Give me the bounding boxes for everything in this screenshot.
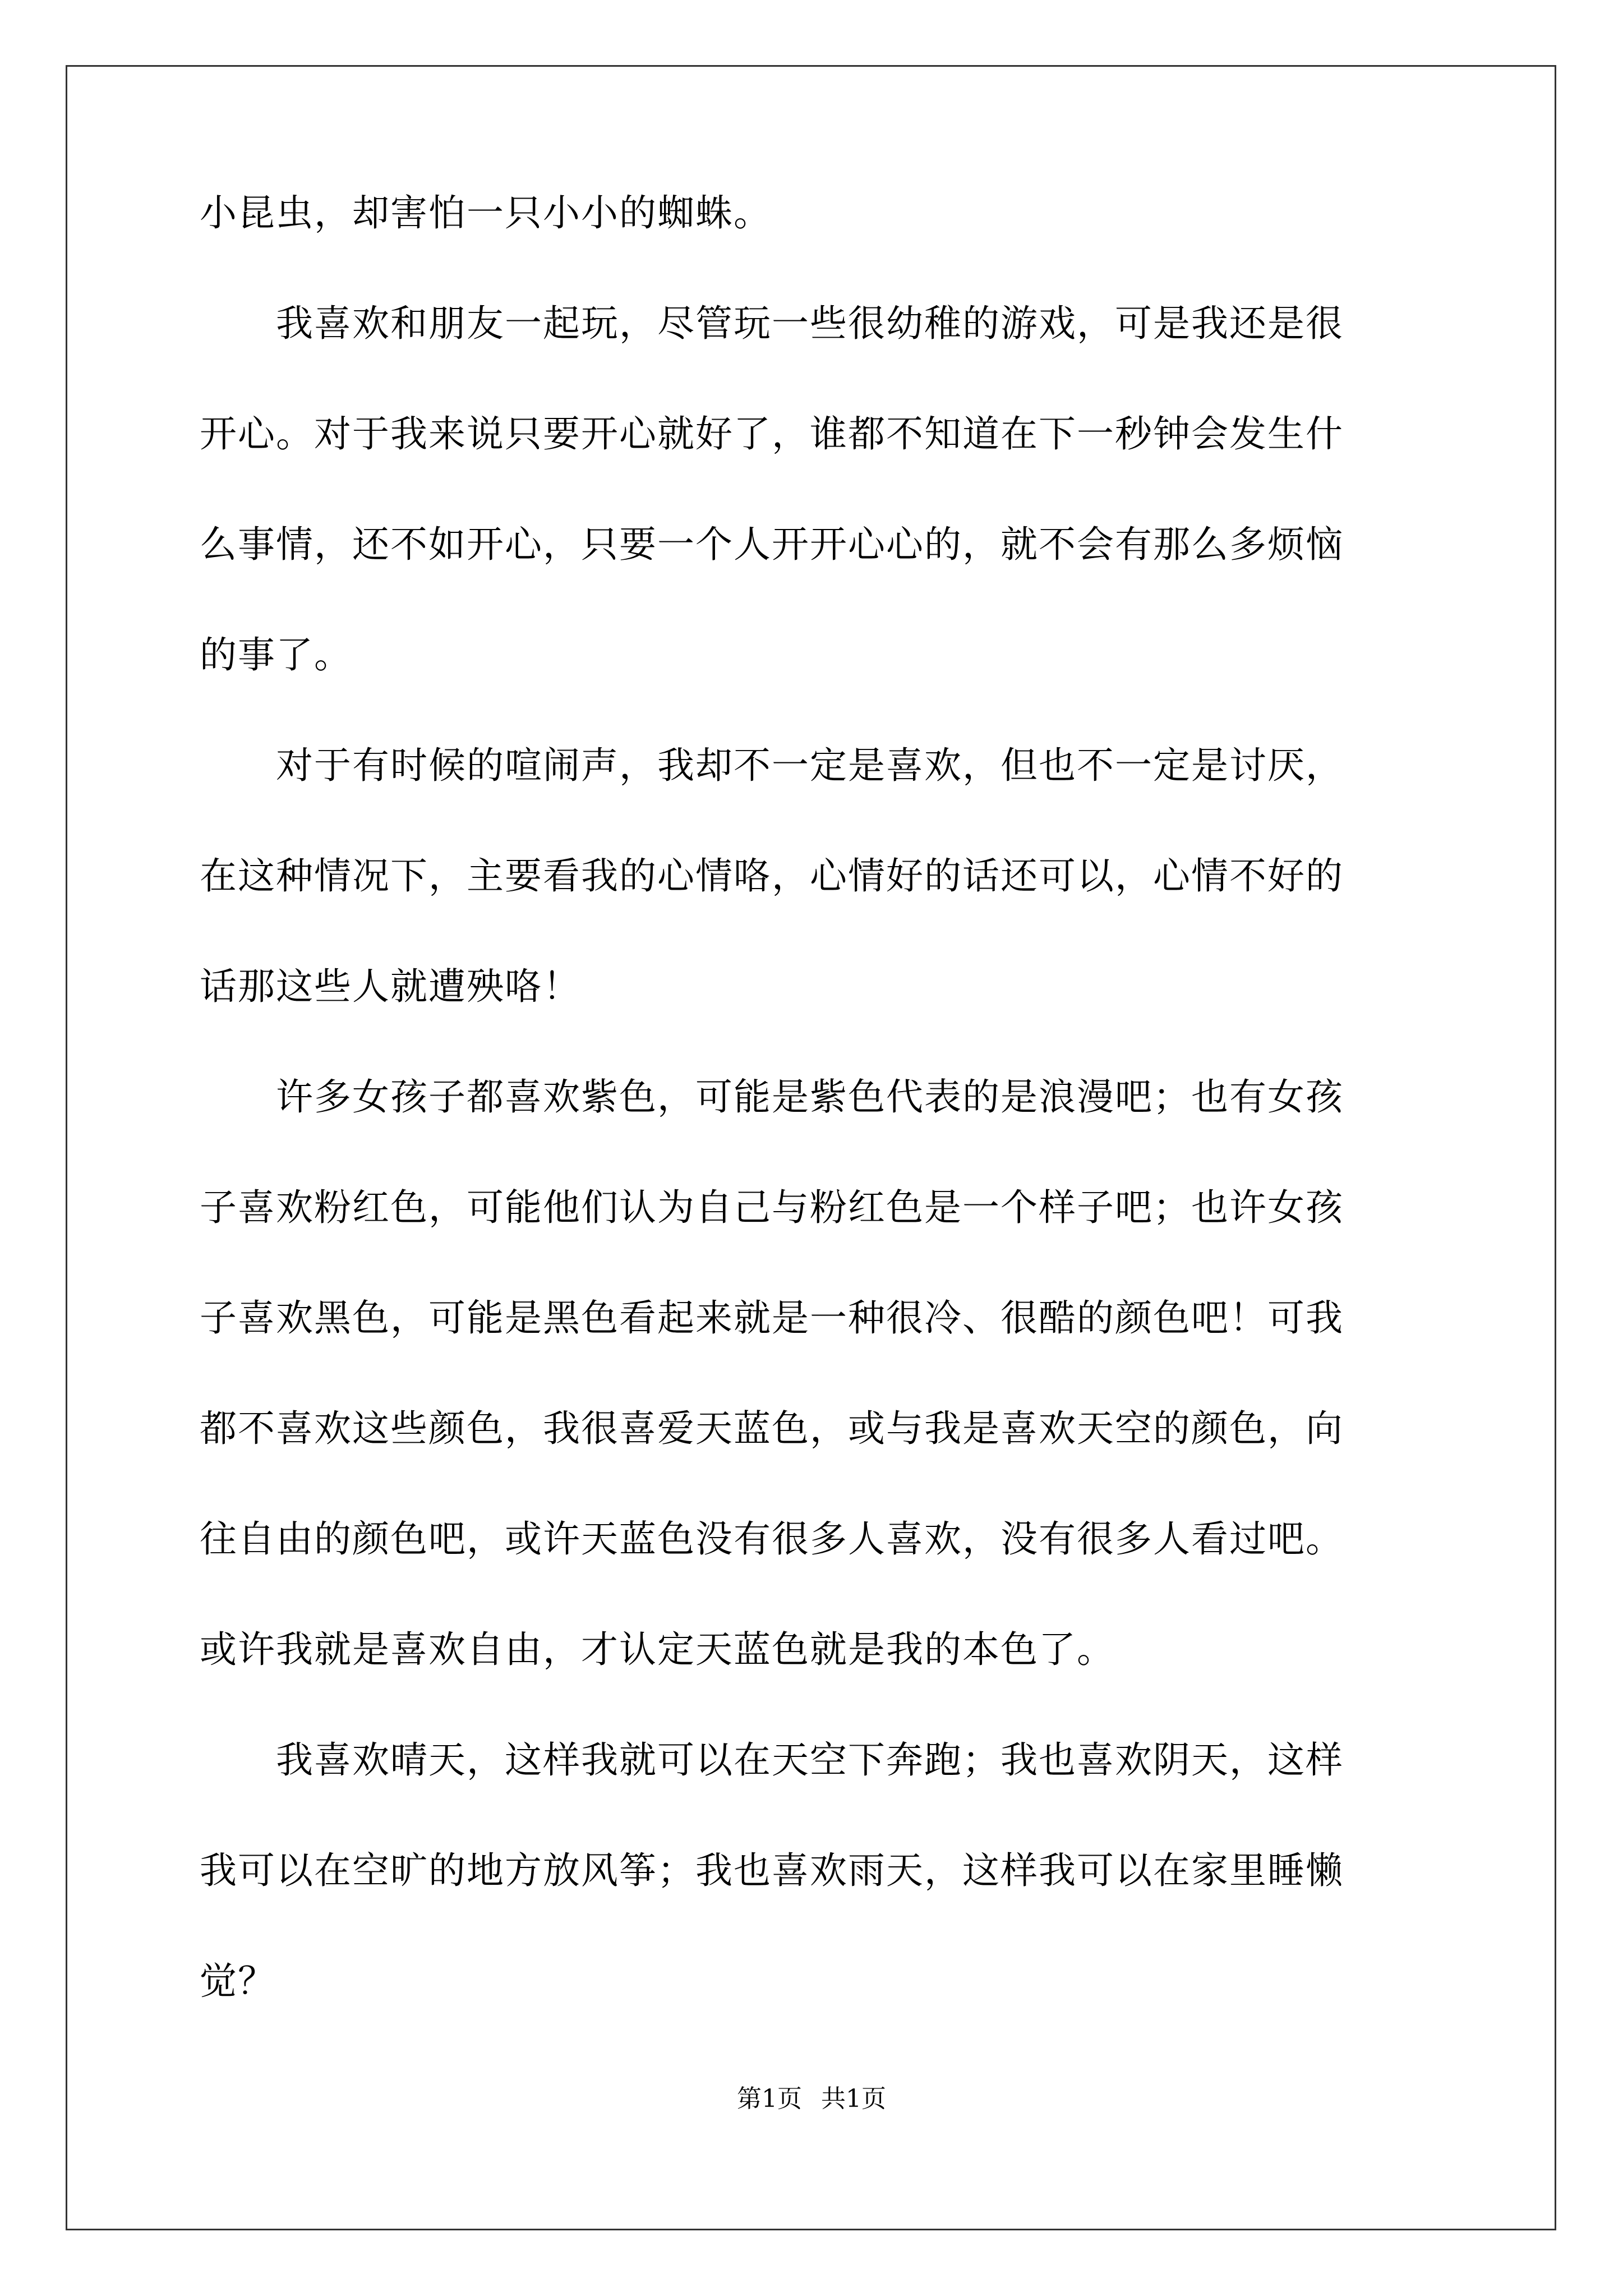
- text-line: 我可以在空旷的地方放风筝；我也喜欢雨天，这样我可以在家里睡懒: [200, 1849, 1344, 1892]
- text-line: 子喜欢黑色，可能是黑色看起来就是一种很冷、很酷的颜色吧！可我: [200, 1296, 1344, 1340]
- page-total: 共1页: [821, 2085, 886, 2113]
- text-line: 我喜欢晴天，这样我就可以在天空下奔跑；我也喜欢阴天，这样: [200, 1738, 1344, 1782]
- text-line: 子喜欢粉红色，可能他们认为自己与粉红色是一个样子吧；也许女孩: [200, 1186, 1344, 1229]
- page-number: 第1页: [737, 2085, 802, 2113]
- text-line: 么事情，还不如开心，只要一个人开开心心的，就不会有那么多烦恼: [200, 523, 1344, 566]
- text-line: 觉？: [200, 1959, 276, 2003]
- text-line: 或许我就是喜欢自由，才认定天蓝色就是我的本色了。: [200, 1628, 1115, 1671]
- text-line: 往自由的颜色吧，或许天蓝色没有很多人喜欢，没有很多人看过吧。: [200, 1517, 1344, 1561]
- text-line: 许多女孩子都喜欢紫色，可能是紫色代表的是浪漫吧；也有女孩: [200, 1075, 1344, 1119]
- page-border: [66, 65, 1556, 2230]
- text-line: 我喜欢和朋友一起玩，尽管玩一些很幼稚的游戏，可是我还是很: [200, 302, 1344, 345]
- text-line: 小昆虫，却害怕一只小小的蜘蛛。: [200, 191, 772, 234]
- text-line: 话那这些人就遭殃咯！: [200, 965, 581, 1008]
- text-line: 在这种情况下，主要看我的心情咯，心情好的话还可以，心情不好的: [200, 854, 1344, 898]
- page-footer: [0, 2082, 1623, 2116]
- text-line: 的事了。: [200, 633, 352, 677]
- text-line: 对于有时候的喧闹声，我却不一定是喜欢，但也不一定是讨厌，: [200, 744, 1344, 787]
- text-line: 都不喜欢这些颜色，我很喜爱天蓝色，或与我是喜欢天空的颜色，向: [200, 1407, 1344, 1450]
- text-line: 开心。对于我来说只要开心就好了，谁都不知道在下一秒钟会发生什: [200, 412, 1344, 455]
